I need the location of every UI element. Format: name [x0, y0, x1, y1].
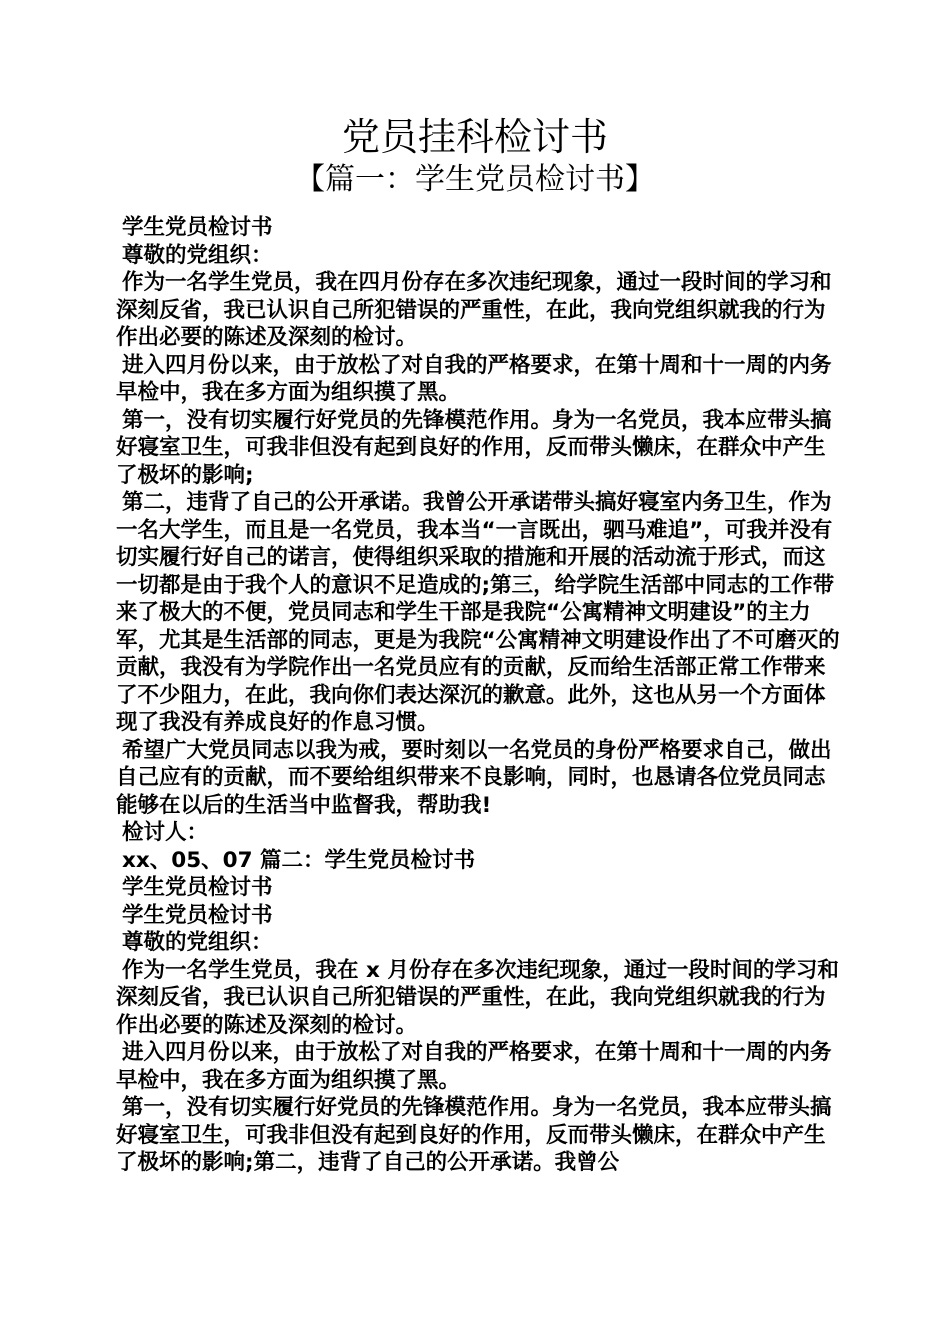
paragraph-heading: 学生党员检讨书: [122, 875, 273, 900]
paragraph: 作为一名学生党员，我在四月份存在多次违纪现象，通过一段时间的学习和深刻反省，我已认识自己所犯错误的严重性，在此，我向党组织就我的行为作出必要的陈述及深刻的检讨。: [116, 270, 832, 350]
paragraph-date-heading: xx、05、07 篇二：学生党员检讨书: [122, 847, 476, 873]
paragraph: 希望广大党员同志以我为戒，要时刻以一名党员的身份严格要求自己，做出自己应有的贡献，而不要给组织带来不良影响，同时，也恳请各位党员同志能够在以后的生活当中监督我，帮助我!: [116, 737, 832, 818]
paragraph: 进入四月份以来，由于放松了对自我的严格要求，在第十周和十一周的内务早检中，我在多方面为组织摸了黑。: [116, 1040, 832, 1093]
paragraph-heading: 学生党员检讨书: [122, 215, 273, 240]
paragraph: 第一，没有切实履行好党员的先锋模范作用。身为一名党员，我本应带头搞好寝室卫生，可我非但没有起到良好的作用，反而带头懒床，在群众中产生了极坏的影响;: [116, 407, 832, 488]
paragraph-heading: 学生党员检讨书: [122, 902, 273, 928]
paragraph-salutation: 尊敬的党组织：: [122, 930, 273, 955]
paragraph-salutation: 尊敬的党组织：: [122, 242, 273, 268]
document-subtitle: 【篇一：学生党员检讨书】: [295, 162, 655, 197]
document-title: 党员挂科检讨书: [341, 115, 608, 159]
document-body: [116, 214, 844, 1177]
paragraph: 进入四月份以来，由于放松了对自我的严格要求，在第十周和十一周的内务早检中，我在多方面为组织摸了黑。: [116, 352, 832, 405]
paragraph: 第二，违背了自己的公开承诺。我曾公开承诺带头搞好寝室内务卫生，作为一名大学生，而且是一名党员，我本当“一言既出，驷马难追”，可我并没有切实履行好自己的诺言，使得组织采取的措施和开展的活动流于形式，而这一切都是由于我个人的意识不足造成的;第三，给学院生活部中同志的工作带来了极大的不便，党员同志和学生干部是我院“公寓精神文明建设”的主力军，尤其是生活部的同志，更是为我院“公寓精神文明建设作出了不可磨灭的贡献，我没有为学院作出一名党员应有的贡献，反而给生活部正常工作带来了不少阻力，在此，我向你们表达深沉的歉意。此外，这也从另一个方面体现了我没有养成良好的作息习惯。: [116, 490, 840, 735]
paragraph: 作为一名学生党员，我在 x 月份存在多次违纪现象，通过一段时间的学习和深刻反省，我已认识自己所犯错误的严重性，在此，我向党组织就我的行为作出必要的陈述及深刻的检讨。: [116, 957, 839, 1038]
paragraph: 第一，没有切实履行好党员的先锋模范作用。身为一名党员，我本应带头搞好寝室卫生，可我非但没有起到良好的作用，反而带头懒床，在群众中产生了极坏的影响;第二，违背了自己的公开承诺。我曾公: [116, 1095, 832, 1175]
paragraph-signature: 检讨人：: [122, 820, 209, 845]
